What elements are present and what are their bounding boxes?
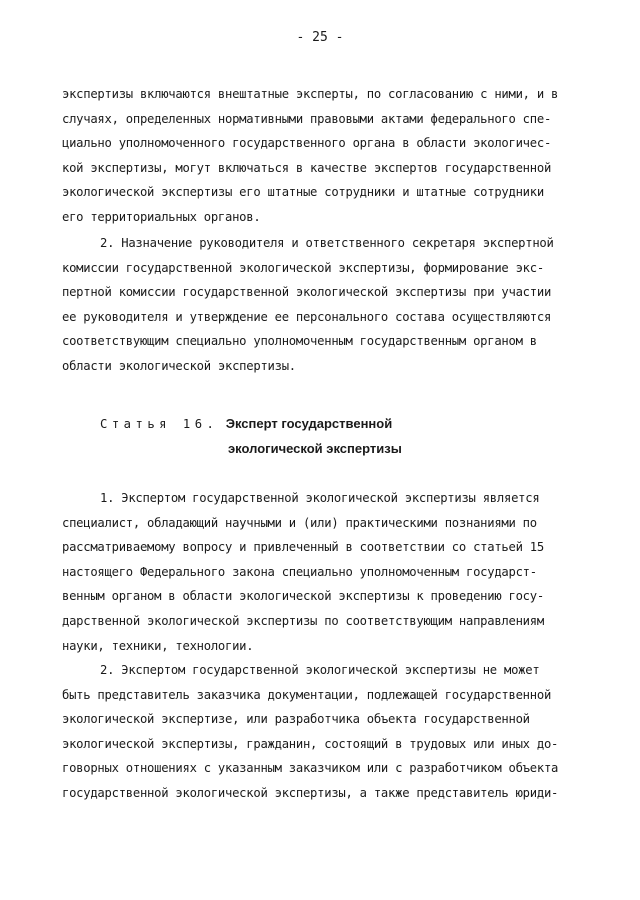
page-number: - 25 - (296, 30, 344, 45)
article-label: Статья 16. (100, 417, 219, 431)
article-title-line-1: Эксперт государственной (225, 416, 393, 431)
text-line: экологической экспертизы его штатные сотрудники и штатные сотрудники (62, 185, 544, 200)
paragraph-2 (62, 231, 592, 379)
text-line: ее руководителя и утверждение ее персонального состава осуществляются (62, 309, 552, 324)
text-line: настоящего Федерального закона специально уполномоченным государст- (62, 564, 537, 579)
text-line: государственной экологической экспертизы, а также представитель юриди- (62, 785, 559, 800)
text-line: экологической экспертизе, или разработчика объекта государственной (62, 712, 530, 727)
paragraph-3 (62, 486, 592, 658)
text-line: экспертизы включаются внештатные эксперты, по согласованию с ними, и в (62, 87, 559, 101)
text-line: рассматриваемому вопросу и привлеченный в соответствии со статьей 15 (62, 540, 544, 555)
text-line: экологической экспертизы, гражданин, состоящий в трудовых или иных до- (62, 736, 559, 751)
text-line: венным органом в области экологической экспертизы к проведению госу- (62, 589, 544, 604)
paragraph-4 (62, 658, 592, 806)
text-line: случаях, определенных нормативными правовыми актами федерального спе- (62, 111, 552, 126)
text-line: 2. Экспертом государственной экологической экспертизы не может (100, 663, 540, 677)
text-line: 1. Экспертом государственной экологической экспертизы является (100, 491, 540, 505)
article-title-line-2: экологической экспертизы (228, 440, 402, 456)
text-line: циально уполномоченного государственного органа в области экологичес- (62, 136, 552, 151)
text-line: комиссии государственной экологической экспертизы, формирование экс- (62, 260, 544, 275)
text-line: быть представитель заказчика документации, подлежащей государственной (62, 687, 552, 702)
text-line: науки, техники, технологии. (62, 638, 254, 653)
text-line: области экологической экспертизы. (62, 358, 296, 373)
text-line: его территориальных органов. (62, 209, 261, 224)
text-line: пертной комиссии государственной экологической экспертизы при участии (62, 285, 552, 300)
paragraph-1 (62, 82, 592, 230)
text-line: кой экспертизы, могут включаться в качестве экспертов государственной (62, 160, 552, 175)
text-line: соответствующим специально уполномоченным государственным органом в (62, 334, 537, 349)
article-heading (100, 412, 580, 456)
text-line: дарственной экологической экспертизы по соответствующим направлениям (62, 613, 544, 628)
text-line: специалист, обладающий научными и (или) практическими познаниями по (62, 515, 537, 530)
text-line: 2. Назначение руководителя и ответственного секретаря экспертной (100, 236, 554, 250)
text-line: говорных отношениях с указанным заказчиком или с разработчиком объекта (62, 761, 559, 776)
